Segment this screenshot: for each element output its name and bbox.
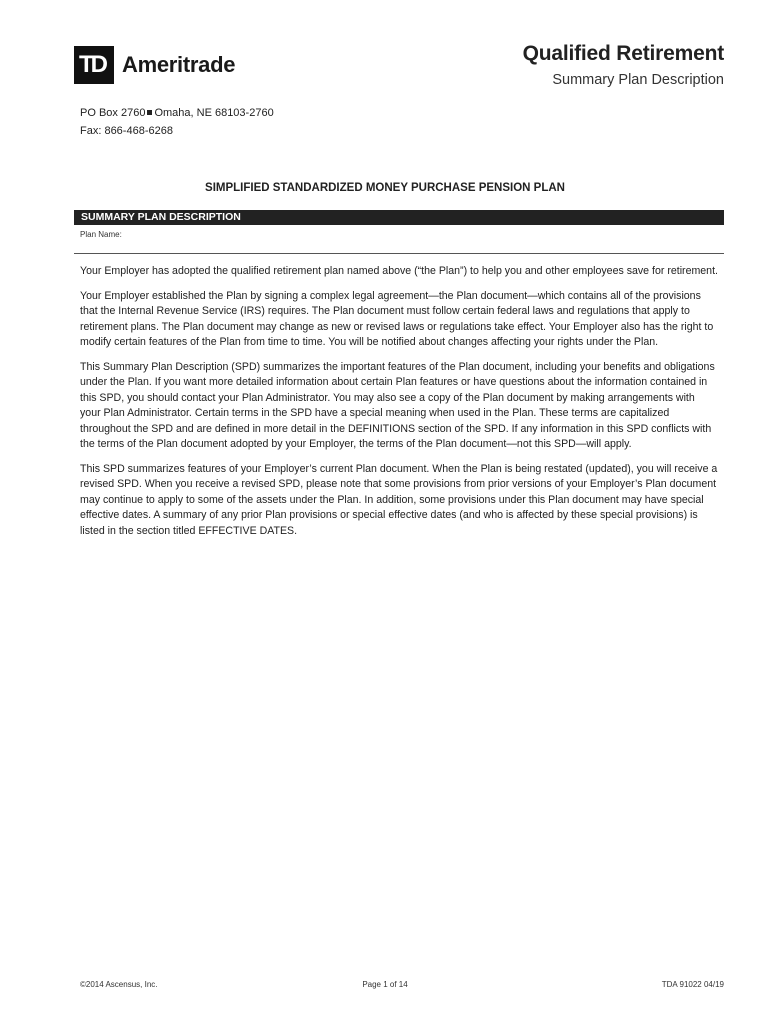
logo-mark-text: TD — [79, 51, 105, 78]
address-line — [80, 104, 274, 122]
logo-text: Ameritrade — [122, 52, 236, 77]
document-title: Qualified Retirement — [522, 42, 724, 65]
po-box: PO Box 2760 — [80, 107, 146, 119]
body-paragraph: Your Employer established the Plan by signing a complex legal agreement—the Plan document—which contains all of the provisions that the Internal Revenue Service (IRS) requires. The Plan document must follow certain federal laws and regulations that apply to retirement plans. The Plan document may change as new or revised laws or regulations take effect. Your Employer also has the right to modify certain features of the Plan from time to time. You will be notified about changes affecting your rights under the Plan. — [80, 289, 714, 348]
footer-page-number: Page 1 of 14 — [362, 980, 408, 989]
section-heading-bar: SUMMARY PLAN DESCRIPTION — [74, 210, 724, 225]
td-logo-mark — [74, 46, 114, 84]
plan-title: SIMPLIFIED STANDARDIZED MONEY PURCHASE PENSION PLAN — [205, 182, 565, 194]
body-paragraph: This SPD summarizes features of your Employer’s current Plan document. When the Plan is being restated (updated), you will receive a revised SPD. When you receive a revised SPD, please note that some provisions from prior versions of your Employer’s Plan document may continue to apply to some of the assets under the Plan. In addition, some provisions under this Plan document may have special effective dates. A summary of any prior Plan provisions or special effective dates (and who is affected by these special provisions) is listed in the section titled EFFECTIVE DATES. — [80, 462, 718, 537]
document-subtitle: Summary Plan Description — [552, 72, 724, 88]
plan-name-label: Plan Name: — [80, 230, 122, 239]
company-logo — [74, 46, 235, 84]
city-state-zip: Omaha, NE 68103-2760 — [154, 107, 274, 119]
plan-name-underline — [74, 253, 724, 254]
document-body — [80, 264, 718, 548]
body-paragraph: Your Employer has adopted the qualified retirement plan named above (“the Plan”) to help you and other employees save for retirement. — [80, 265, 718, 277]
mailing-address — [80, 104, 274, 140]
fax-number: Fax: 866-468-6268 — [80, 125, 173, 137]
body-paragraph: This Summary Plan Description (SPD) summarizes the important features of the Plan document, including your benefits and obligations under the Plan. If you want more detailed information about certain Plan features or have questions about the information contained in this SPD, you should contact your Plan Administrator. You may also see a copy of the Plan document by making arrangements with your Plan Administrator. Certain terms in the SPD have a special meaning when used in the Plan. These terms are capitalized throughout the SPD and are defined in more detail in the DEFINITIONS section of the SPD. If any information in this SPD conflicts with the terms of the Plan document adopted by your Employer, the terms of the Plan document—not this SPD—will apply. — [80, 360, 715, 450]
footer-copyright: ©2014 Ascensus, Inc. — [80, 980, 158, 989]
bullet-square-icon — [147, 110, 152, 115]
footer-form-id: TDA 91022 04/19 — [661, 980, 724, 989]
document-title-block — [523, 42, 724, 88]
